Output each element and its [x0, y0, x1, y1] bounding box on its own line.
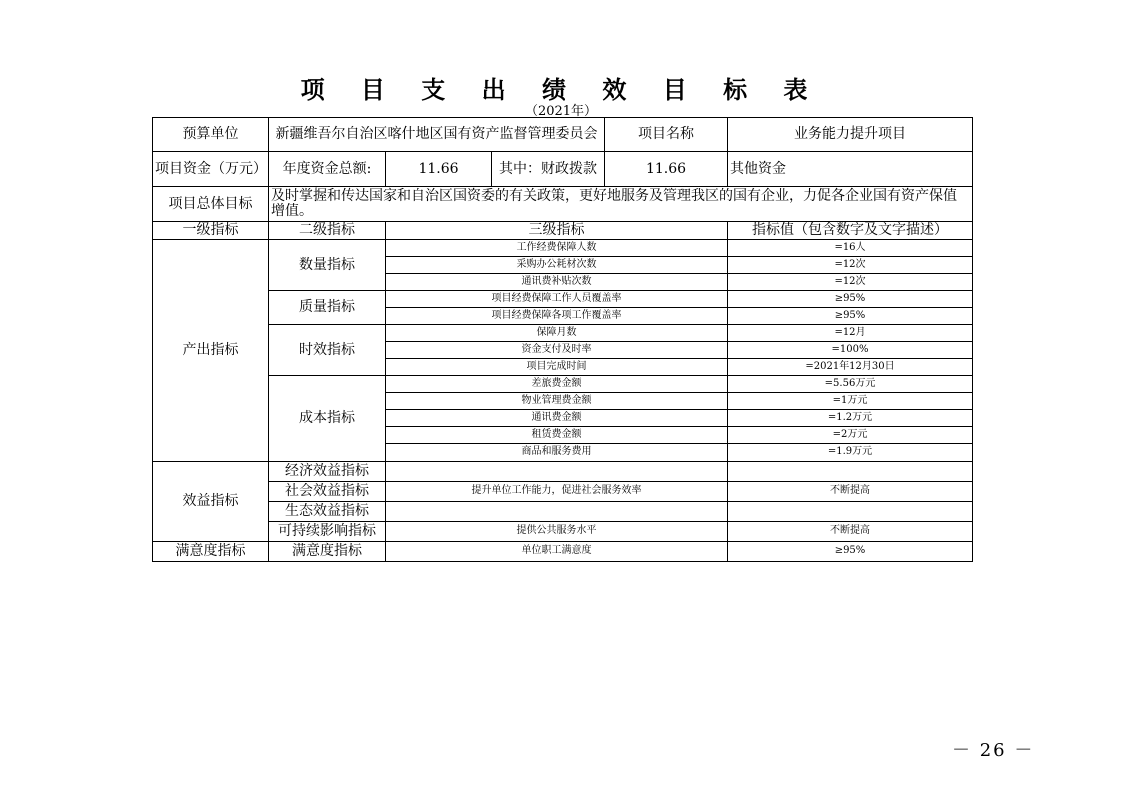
column-header: 二级指标 [269, 222, 386, 240]
indicator-value: 不断提高 [728, 522, 973, 542]
fiscal-label: 其中：财政拨款 [492, 152, 605, 187]
overall-goal-row [153, 187, 973, 222]
output-indicator-label: 产出指标 [153, 240, 269, 462]
year-subtitle: （2021年） [524, 104, 598, 119]
table-row [153, 482, 973, 502]
budget-unit-row [153, 118, 973, 152]
indicator-name: 项目经费保障工作人员覆盖率 [386, 291, 728, 308]
indicator-value [728, 502, 973, 522]
quantity-indicator-label: 数量指标 [269, 240, 386, 291]
indicator-value: ≥95% [728, 291, 973, 308]
column-header: 指标值（包含数字及文字描述） [728, 222, 973, 240]
benefit-indicator-label: 效益指标 [153, 462, 269, 542]
satisfaction-indicator-label: 满意度指标 [153, 542, 269, 562]
column-header-row [153, 222, 973, 240]
indicator-value: ≥95% [728, 542, 973, 562]
indicator-name: 差旅费金额 [386, 376, 728, 393]
indicator-name [386, 502, 728, 522]
indicator-value: =2021年12月30日 [728, 359, 973, 376]
project-name-label: 项目名称 [605, 118, 728, 152]
column-header: 三级指标 [386, 222, 728, 240]
benefit-sub-label: 社会效益指标 [269, 482, 386, 502]
indicator-value: =12次 [728, 274, 973, 291]
indicator-name: 商品和服务费用 [386, 444, 728, 462]
indicator-name: 通讯费金额 [386, 410, 728, 427]
indicator-name: 通讯费补贴次数 [386, 274, 728, 291]
indicator-name: 采购办公耗材次数 [386, 257, 728, 274]
other-funds-cell [728, 152, 973, 187]
satisfaction-sub-label: 满意度指标 [269, 542, 386, 562]
page-number: － 26 － [952, 740, 1035, 761]
indicator-name: 提升单位工作能力，促进社会服务效率 [386, 482, 728, 502]
table-row [153, 376, 973, 393]
overall-goal-label: 项目总体目标 [153, 187, 269, 222]
indicator-value: =100% [728, 342, 973, 359]
column-header: 一级指标 [153, 222, 269, 240]
indicator-value: =2万元 [728, 427, 973, 444]
table-row [153, 522, 973, 542]
satisfaction-row [153, 542, 973, 562]
indicator-value: =1.9万元 [728, 444, 973, 462]
indicator-name: 单位职工满意度 [386, 542, 728, 562]
indicator-name: 保障月数 [386, 325, 728, 342]
overall-goal-text: 及时掌握和传达国家和自治区国资委的有关政策，更好地服务及管理我区的国有企业，力促各企业国有资产保值增值。 [269, 187, 973, 222]
indicator-name [386, 462, 728, 482]
table-row [153, 502, 973, 522]
indicator-value [728, 462, 973, 482]
project-name-value: 业务能力提升项目 [728, 118, 973, 152]
fiscal-value: 11.66 [605, 152, 728, 187]
timeliness-indicator-label: 时效指标 [269, 325, 386, 376]
indicator-name: 资金支付及时率 [386, 342, 728, 359]
indicator-value: =1万元 [728, 393, 973, 410]
indicator-value: =12次 [728, 257, 973, 274]
table-row [153, 325, 973, 342]
indicator-value: =12月 [728, 325, 973, 342]
indicator-name: 租赁费金额 [386, 427, 728, 444]
indicator-value: =16人 [728, 240, 973, 257]
table-row [153, 240, 973, 257]
annual-total-label: 年度资金总额: [269, 152, 386, 187]
quality-indicator-label: 质量指标 [269, 291, 386, 325]
indicator-value: =5.56万元 [728, 376, 973, 393]
indicator-value: =1.2万元 [728, 410, 973, 427]
indicator-value: ≥95% [728, 308, 973, 325]
page-title: 项 目 支 出 绩 效 目 标 表 [300, 76, 822, 104]
performance-target-table [152, 117, 973, 562]
indicator-name: 工作经费保障人数 [386, 240, 728, 257]
table-row [153, 291, 973, 308]
other-funds-label: 其他资金 [730, 160, 786, 177]
funds-label: 项目资金（万元） [153, 152, 269, 187]
table-row [153, 462, 973, 482]
indicator-name: 项目完成时间 [386, 359, 728, 376]
benefit-sub-label: 生态效益指标 [269, 502, 386, 522]
benefit-sub-label: 经济效益指标 [269, 462, 386, 482]
funds-row [153, 152, 973, 187]
budget-unit-value: 新疆维吾尔自治区喀什地区国有资产监督管理委员会 [269, 118, 605, 152]
indicator-name: 提供公共服务水平 [386, 522, 728, 542]
indicator-name: 物业管理费金额 [386, 393, 728, 410]
cost-indicator-label: 成本指标 [269, 376, 386, 462]
indicator-name: 项目经费保障各项工作覆盖率 [386, 308, 728, 325]
annual-total-value: 11.66 [386, 152, 492, 187]
budget-unit-label: 预算单位 [153, 118, 269, 152]
benefit-sub-label: 可持续影响指标 [269, 522, 386, 542]
indicator-value: 不断提高 [728, 482, 973, 502]
